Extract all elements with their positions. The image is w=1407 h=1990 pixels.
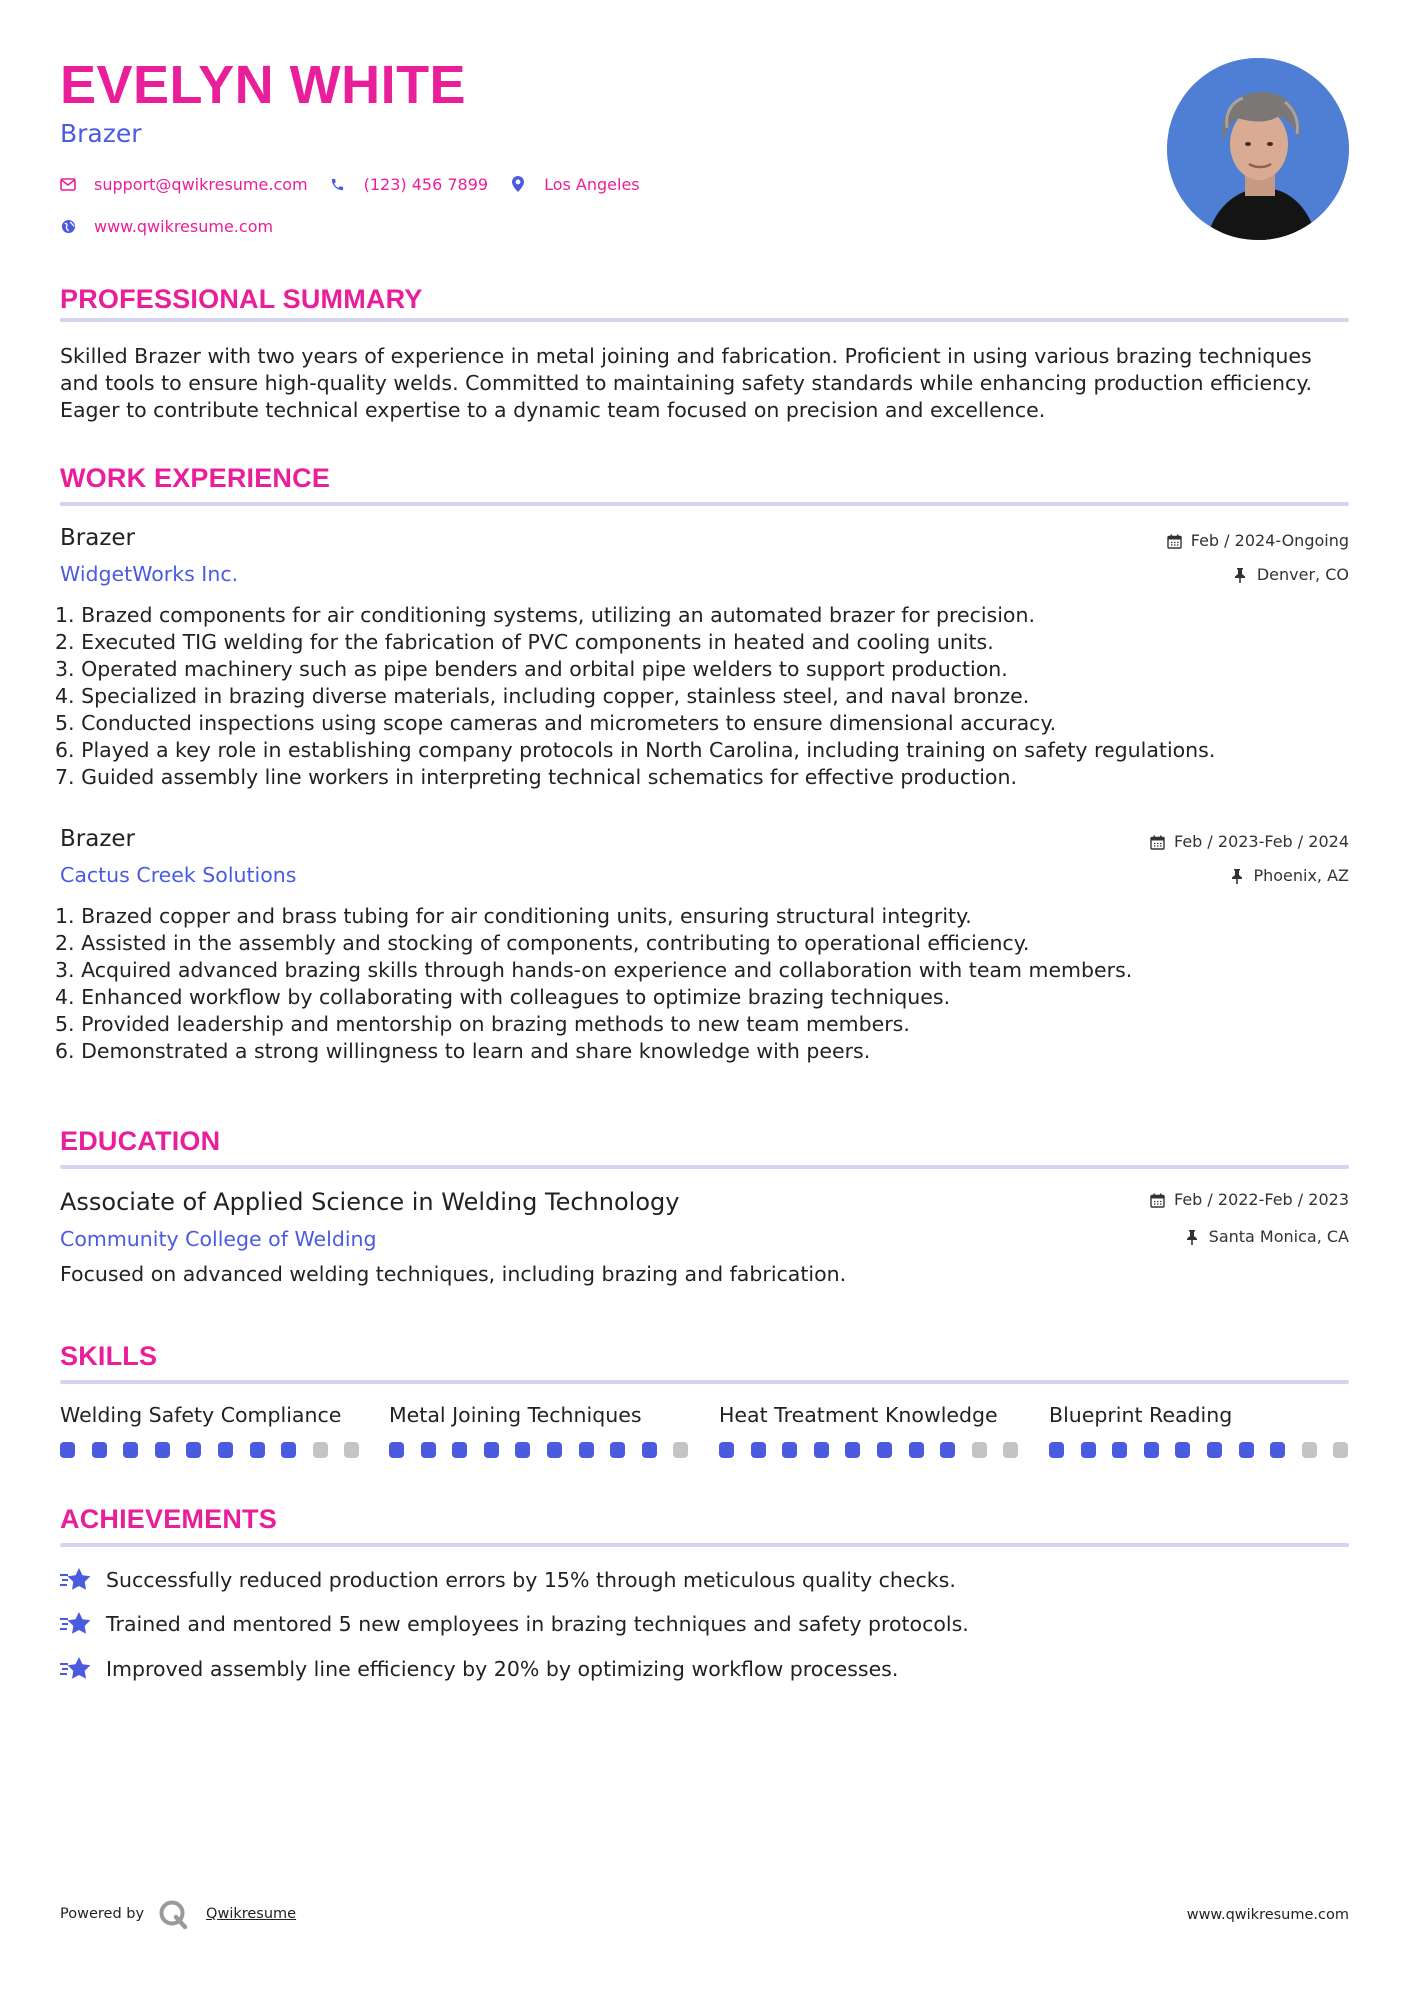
- qwikresume-link[interactable]: Qwikresume: [206, 1906, 297, 1922]
- education-school: Community College of Welding: [60, 1227, 377, 1251]
- achievement-item: [60, 1654, 898, 1684]
- job-dates: [1150, 834, 1349, 850]
- list-item: 3. Acquired advanced brazing skills through hands-on experience and collaboration with team members.: [55, 958, 1133, 982]
- section-divider: [60, 502, 1349, 506]
- qwikresume-logo-icon: [158, 1899, 188, 1929]
- rating-dot-filled: [515, 1442, 530, 1458]
- calendar-icon: [1167, 534, 1182, 549]
- summary-line: Skilled Brazer with two years of experience in metal joining and fabrication. Proficient in using various brazing techniques: [60, 344, 1312, 368]
- rating-dot-filled: [155, 1442, 170, 1458]
- job-location: [1233, 567, 1349, 583]
- map-pin-icon: [510, 176, 526, 192]
- job-title: Brazer: [60, 525, 136, 551]
- rating-dot-filled: [389, 1442, 404, 1458]
- pushpin-icon: [1185, 1230, 1200, 1245]
- rating-dot-filled: [877, 1442, 892, 1458]
- star-icon: [60, 1655, 92, 1683]
- email-text: support@qwikresume.com: [94, 174, 308, 194]
- contact-location: [510, 175, 640, 194]
- rating-dot-filled: [250, 1442, 265, 1458]
- calendar-icon: [1150, 835, 1165, 850]
- rating-dot-filled: [452, 1442, 467, 1458]
- summary-line: Eager to contribute technical expertise to a dynamic team focused on precision and excellence.: [60, 398, 1046, 422]
- location-text: Phoenix, AZ: [1253, 866, 1349, 885]
- skill-name: Metal Joining Techniques: [389, 1403, 642, 1427]
- contact-phone[interactable]: [330, 175, 488, 194]
- dates-text: Feb / 2022-Feb / 2023: [1174, 1190, 1349, 1209]
- achievement-text: Improved assembly line efficiency by 20% by optimizing workflow processes.: [106, 1656, 899, 1681]
- education-location: [1185, 1229, 1349, 1245]
- section-heading-skills: SKILLS: [60, 1341, 158, 1371]
- contact-row-2: [60, 214, 295, 238]
- rating-dot-filled: [1207, 1442, 1222, 1458]
- list-item: 5. Provided leadership and mentorship on brazing methods to new team members.: [55, 1012, 910, 1036]
- job-bullet-list: [55, 602, 1355, 791]
- envelope-icon: [60, 176, 76, 192]
- skill-name: Blueprint Reading: [1049, 1403, 1233, 1427]
- rating-dot-filled: [123, 1442, 138, 1458]
- section-divider: [60, 1380, 1349, 1384]
- company-name: WidgetWorks Inc.: [60, 562, 239, 586]
- summary-text: [60, 343, 1350, 424]
- skill-item: [1049, 1405, 1349, 1426]
- website-text: www.qwikresume.com: [94, 216, 274, 236]
- education-degree: Associate of Applied Science in Welding Technology: [60, 1188, 680, 1216]
- company-name: Cactus Creek Solutions: [60, 863, 297, 887]
- list-item: 4. Specialized in brazing diverse materials, including copper, stainless steel, and naval bronze.: [55, 684, 1030, 708]
- list-item: 2. Executed TIG welding for the fabrication of PVC components in heated and cooling units.: [55, 630, 994, 654]
- contact-email[interactable]: [60, 175, 308, 194]
- contact-row: [60, 172, 662, 196]
- skill-item: [60, 1405, 360, 1426]
- list-item: 6. Demonstrated a strong willingness to learn and share knowledge with peers.: [55, 1039, 871, 1063]
- list-item: 3. Operated machinery such as pipe benders and orbital pipe welders to support production.: [55, 657, 1008, 681]
- job-title: Brazer: [60, 826, 136, 852]
- phone-icon: [330, 176, 346, 192]
- list-item: 5. Conducted inspections using scope cameras and micrometers to ensure dimensional accuracy.: [55, 711, 1057, 735]
- rating-dot-filled: [60, 1442, 75, 1458]
- section-heading-achievements: ACHIEVEMENTS: [60, 1504, 277, 1534]
- section-heading-experience: WORK EXPERIENCE: [60, 463, 331, 493]
- achievement-item: [60, 1609, 969, 1639]
- rating-dot-empty: [344, 1442, 359, 1458]
- contact-website[interactable]: [60, 217, 273, 236]
- footer-website[interactable]: www.qwikresume.com: [1186, 1907, 1349, 1923]
- rating-dot-filled: [1081, 1442, 1096, 1458]
- section-divider: [60, 1543, 1349, 1547]
- rating-dot-filled: [1239, 1442, 1254, 1458]
- candidate-name: EVELYN WHITE: [60, 55, 467, 115]
- skill-name: Heat Treatment Knowledge: [719, 1403, 998, 1427]
- powered-by-label: Powered by: [60, 1906, 145, 1922]
- rating-dot-filled: [218, 1442, 233, 1458]
- phone-text: (123) 456 7899: [363, 174, 489, 194]
- rating-dot-filled: [547, 1442, 562, 1458]
- candidate-title: Brazer: [60, 119, 142, 148]
- pushpin-icon: [1229, 869, 1244, 884]
- list-item: 1. Brazed copper and brass tubing for air conditioning units, ensuring structural integrity.: [55, 904, 972, 928]
- dates-text: Feb / 2023-Feb / 2024: [1174, 832, 1349, 851]
- rating-dot-filled: [1112, 1442, 1127, 1458]
- section-divider: [60, 1165, 1349, 1169]
- rating-dot-filled: [1175, 1442, 1190, 1458]
- rating-dot-filled: [186, 1442, 201, 1458]
- footer-powered-by: [60, 1896, 296, 1932]
- location-text: Denver, CO: [1256, 565, 1349, 584]
- rating-dot-filled: [814, 1442, 829, 1458]
- job-bullet-list: [55, 903, 1355, 1065]
- list-item: 1. Brazed components for air conditioning systems, utilizing an automated brazer for precision.: [55, 603, 1035, 627]
- dates-text: Feb / 2024-Ongoing: [1190, 531, 1349, 550]
- star-icon: [60, 1566, 92, 1594]
- skill-item: [389, 1405, 689, 1426]
- section-heading-summary: PROFESSIONAL SUMMARY: [60, 284, 423, 314]
- rating-dot-filled: [610, 1442, 625, 1458]
- rating-dot-filled: [845, 1442, 860, 1458]
- job-dates: [1167, 533, 1349, 549]
- rating-dot-empty: [313, 1442, 328, 1458]
- skill-name: Welding Safety Compliance: [60, 1403, 342, 1427]
- rating-dot-filled: [484, 1442, 499, 1458]
- list-item: 7. Guided assembly line workers in interpreting technical schematics for effective production.: [55, 765, 1017, 789]
- list-item: 2. Assisted in the assembly and stocking of components, contributing to operational efficiency.: [55, 931, 1030, 955]
- rating-dot-empty: [1302, 1442, 1317, 1458]
- rating-dot-filled: [92, 1442, 107, 1458]
- section-heading-education: EDUCATION: [60, 1126, 221, 1156]
- rating-dot-filled: [1144, 1442, 1159, 1458]
- rating-dot-empty: [1333, 1442, 1348, 1458]
- summary-line: and tools to ensure high-quality welds. Committed to maintaining safety standards while enhancing production efficiency.: [60, 371, 1313, 395]
- location-text: Los Angeles: [544, 174, 640, 194]
- calendar-icon: [1150, 1193, 1165, 1208]
- rating-dot-filled: [751, 1442, 766, 1458]
- job-location: [1229, 868, 1349, 884]
- profile-photo: [1167, 58, 1349, 240]
- rating-dot-filled: [642, 1442, 657, 1458]
- skill-item: [719, 1405, 1019, 1426]
- achievement-item: [60, 1565, 956, 1595]
- rating-dot-filled: [1270, 1442, 1285, 1458]
- rating-dot-filled: [579, 1442, 594, 1458]
- rating-dot-filled: [281, 1442, 296, 1458]
- education-dates: [1150, 1192, 1349, 1208]
- rating-dot-filled: [421, 1442, 436, 1458]
- globe-icon: [60, 218, 76, 234]
- achievement-text: Successfully reduced production errors by 15% through meticulous quality checks.: [106, 1567, 956, 1592]
- rating-dot-empty: [1003, 1442, 1018, 1458]
- rating-dot-filled: [909, 1442, 924, 1458]
- rating-dot-filled: [719, 1442, 734, 1458]
- rating-dot-filled: [782, 1442, 797, 1458]
- list-item: 6. Played a key role in establishing company protocols in North Carolina, including training on safety regulations.: [55, 738, 1216, 762]
- education-description: Focused on advanced welding techniques, including brazing and fabrication.: [60, 1262, 847, 1286]
- rating-dot-empty: [972, 1442, 987, 1458]
- pushpin-icon: [1233, 568, 1248, 583]
- list-item: 4. Enhanced workflow by collaborating with colleagues to optimize brazing techniques.: [55, 985, 951, 1009]
- star-icon: [60, 1610, 92, 1638]
- location-text: Santa Monica, CA: [1208, 1227, 1349, 1246]
- rating-dot-filled: [940, 1442, 955, 1458]
- rating-dot-empty: [673, 1442, 688, 1458]
- achievement-text: Trained and mentored 5 new employees in brazing techniques and safety protocols.: [106, 1611, 969, 1636]
- section-divider: [60, 318, 1349, 322]
- rating-dot-filled: [1049, 1442, 1064, 1458]
